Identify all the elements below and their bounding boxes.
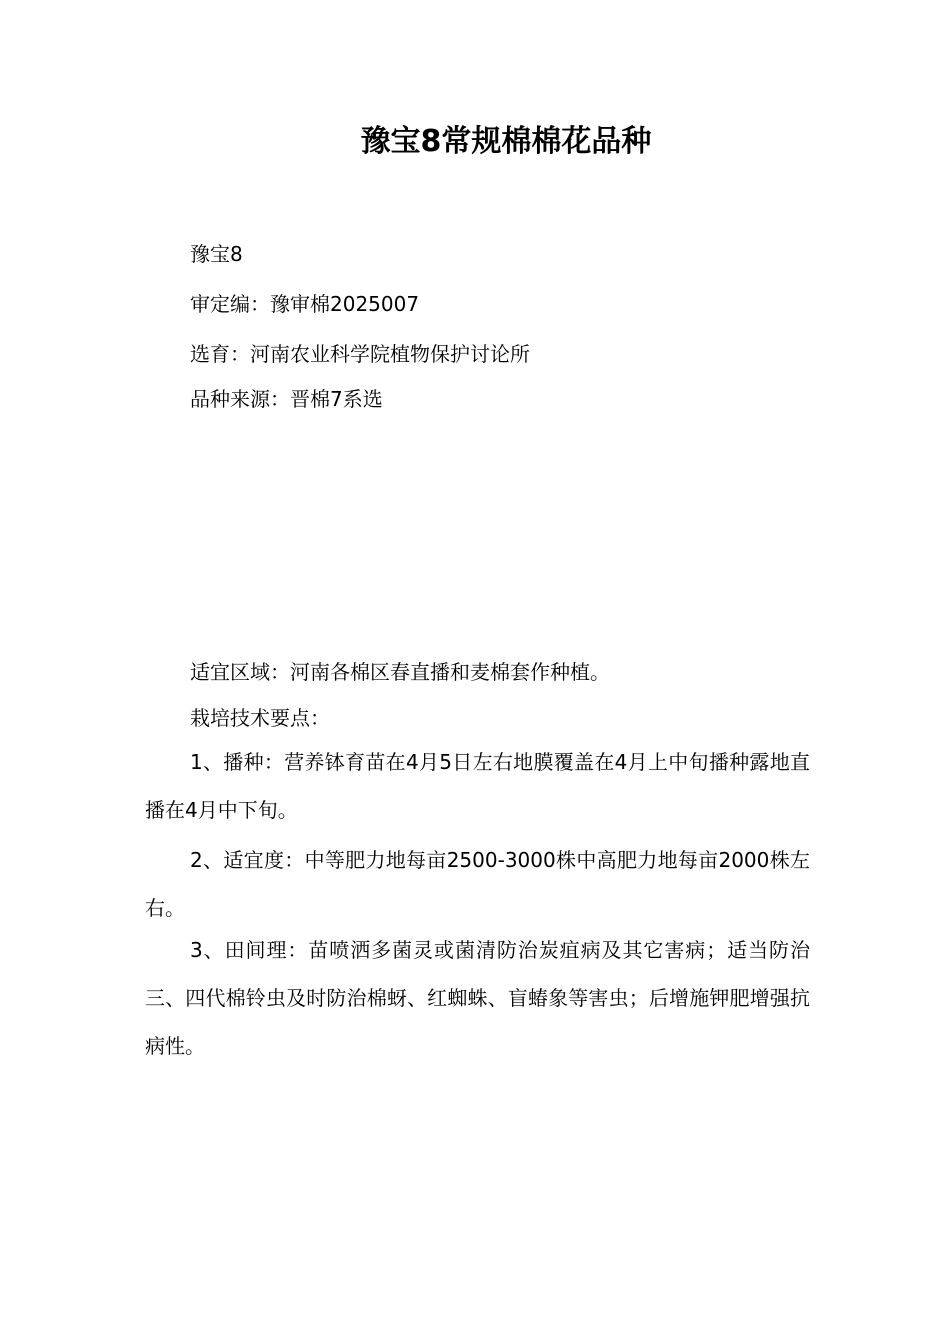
suitable-region: 适宜区域：河南各棉区春直播和麦棉套作种植。 (190, 660, 610, 684)
cultivation-point-field-management: 3、田间理：苗喷洒多菌灵或菌清防治炭疽病及其它害病；适当防治三、四代棉铃虫及时防治棉蚜、红蜘蛛、盲蝽象等害虫；后增施钾肥增强抗病性。 (145, 938, 810, 1058)
breeder: 选育：河南农业科学院植物保护讨论所 (190, 342, 530, 366)
cultivation-point-density: 2、适宜度：中等肥力地每亩2500-3000株中高肥力地每亩2000株左右。 (145, 848, 810, 920)
approval-number: 审定编：豫审棉2025007 (190, 292, 420, 316)
variety-source: 品种来源：晋棉7系选 (190, 387, 383, 411)
cultivation-heading: 栽培技术要点： (190, 706, 330, 730)
cultivation-point-sowing: 1、播种：营养钵育苗在4月5日左右地膜覆盖在4月上中旬播种露地直播在4月中下旬。 (145, 750, 810, 822)
variety-name: 豫宝8 (190, 242, 243, 266)
document-title: 豫宝8常规棉棉花品种 (360, 124, 652, 159)
